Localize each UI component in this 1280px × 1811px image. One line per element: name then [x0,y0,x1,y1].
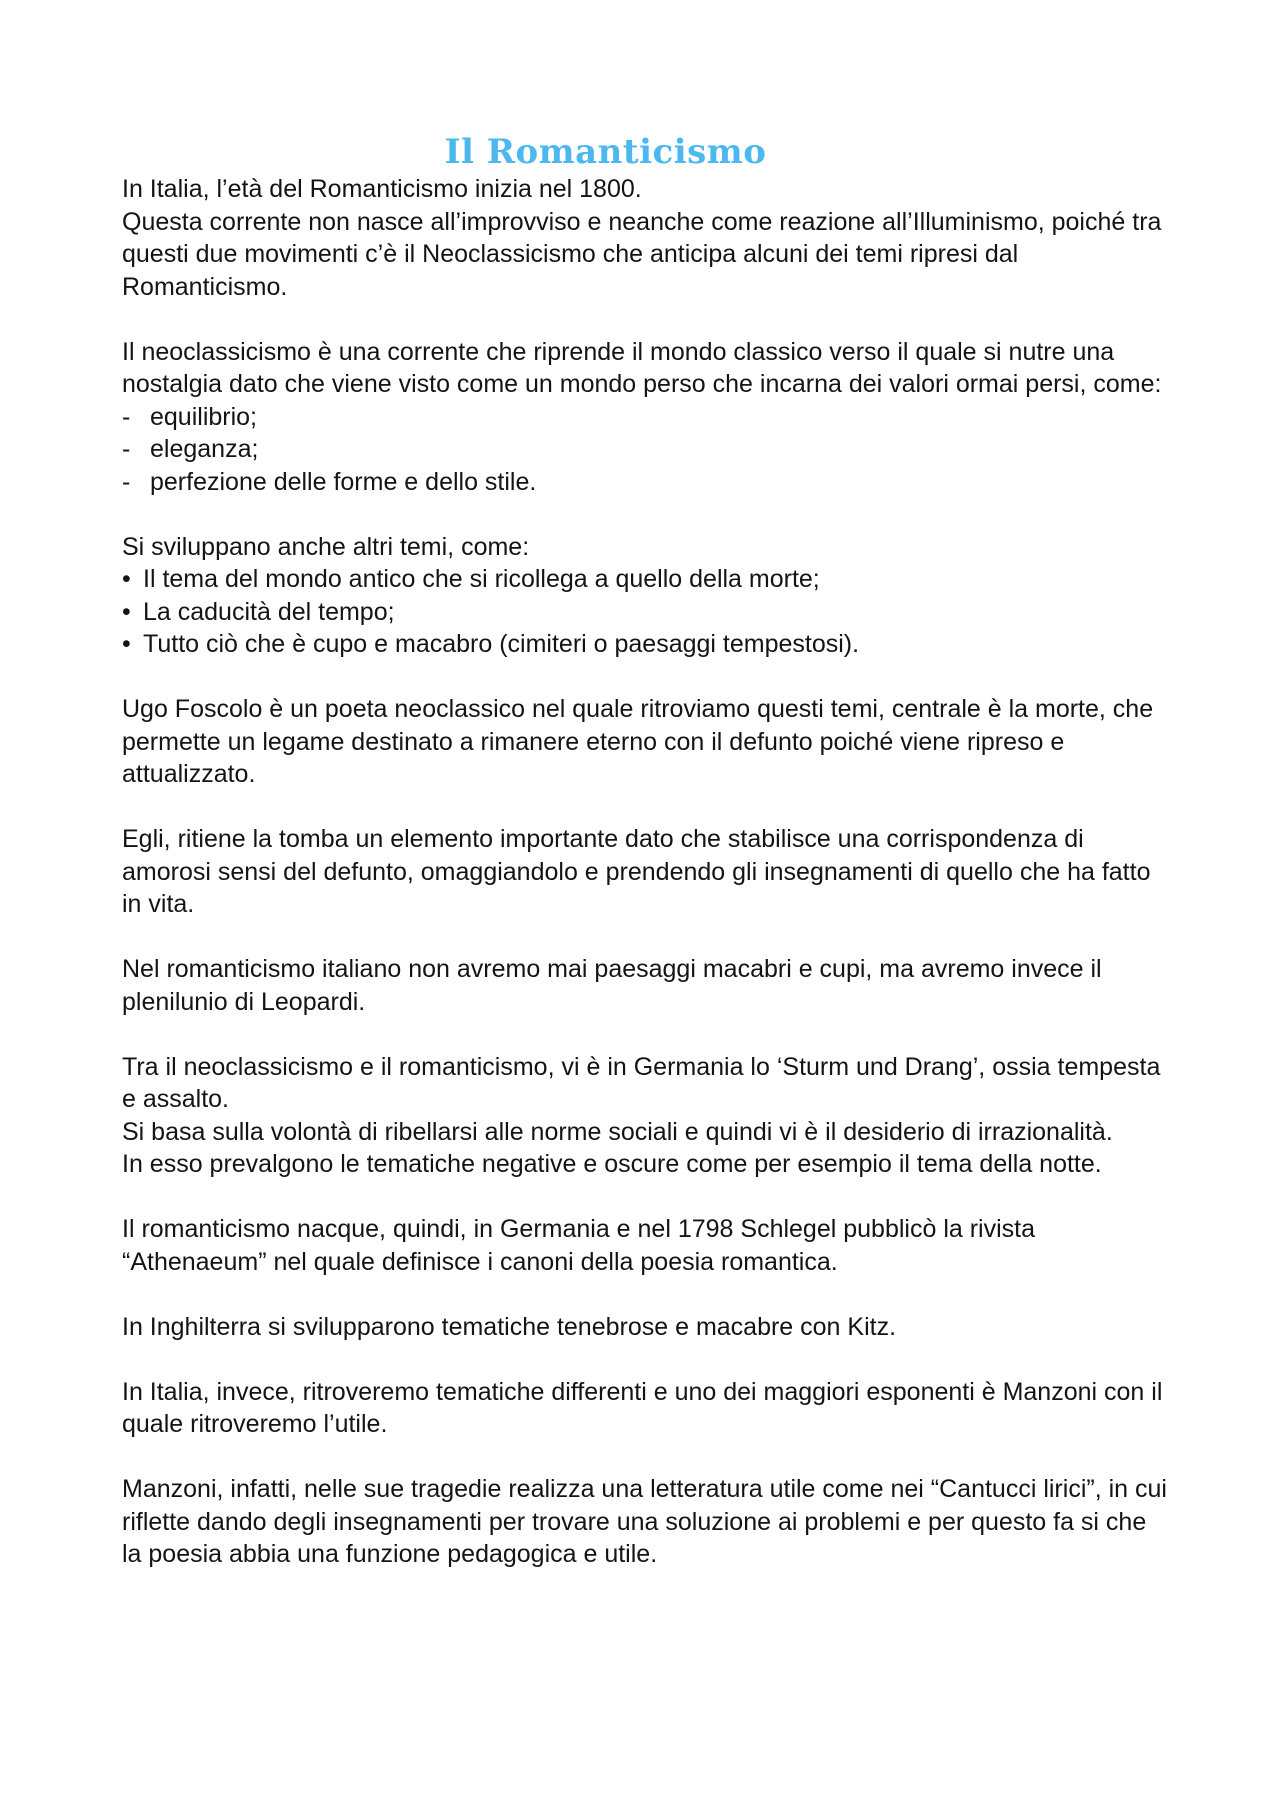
manzoni-paragraph: Manzoni, infatti, nelle sue tragedie realizza una letteratura utile come nei “Cantucci lirici”, in cui riflette dando degli insegnamenti per trovare una soluzione ai problemi e per questo fa si che la poesia abbia una funzione pedagogica e utile. [122,1475,1167,1568]
intro-paragraph: Questa corrente non nasce all’improvviso e neanche come reazione all’Illuminismo, poiché tra questi due movimenti c’è il Neoclassicismo che anticipa alcuni dei temi ripresi dal Romanticismo. [122,207,1162,301]
themes-block [122,531,1172,661]
bullet-marker: • [122,565,131,593]
neoclassicism-block [122,336,1172,499]
list-item [122,401,1172,434]
list-item-text: perfezione delle forme e dello stile. [150,467,537,496]
leopardi-paragraph: Nel romanticismo italiano non avremo mai paesaggi macabri e cupi, ma avremo invece il plenilunio di Leopardi. [122,955,1102,1016]
dash-marker: - [122,467,131,496]
intro-block [122,173,1172,303]
tomb-paragraph: Egli, ritiene la tomba un elemento importante dato che stabilisce una corrispondenza di amorosi sensi del defunto, omaggiandolo e prendendo gli insegnamenti di quello che ha fatto in vita. [122,825,1151,918]
values-list [122,401,1172,499]
themes-list [122,563,1172,661]
list-item-text: La caducità del tempo; [143,597,395,626]
list-item [122,563,1172,596]
sturm-line: Si basa sulla volontà di ribellarsi alle norme sociali e quindi vi è il desiderio di irrazionalità. [122,1117,1113,1146]
sturm-block [122,1051,1172,1181]
bullet-marker: • [122,630,131,658]
dash-marker: - [122,402,131,431]
italy-paragraph: In Italia, invece, ritroveremo tematiche differenti e uno dei maggiori esponenti è Manzoni con il quale ritroveremo l’utile. [122,1377,1163,1438]
list-item [122,628,1172,661]
england-paragraph: In Inghilterra si svilupparono tematiche tenebrose e macabre con Kitz. [122,1312,897,1341]
list-item-text: Il tema del mondo antico che si ricollega a quello della morte; [143,565,820,593]
list-item-text: Tutto ciò che è cupo e macabro (cimiteri o paesaggi tempestosi). [143,630,860,658]
sturm-line: In esso prevalgono le tematiche negative e oscure come per esempio il tema della notte. [122,1150,1102,1178]
germany-paragraph: Il romanticismo nacque, quindi, in Germania e nel 1798 Schlegel pubblicò la rivista “Athenaeum” nel quale definisce i canoni della poesia romantica. [122,1215,1036,1276]
bullet-marker: • [122,597,131,626]
list-item-text: equilibrio; [150,402,258,431]
foscolo-paragraph: Ugo Foscolo è un poeta neoclassico nel quale ritroviamo questi temi, centrale è la morte, che permette un legame destinato a rimanere eterno con il defunto poiché viene ripreso e attualizzato. [122,695,1154,788]
list-item [122,433,1172,466]
document-body [122,173,1172,1603]
page-title: Il Romanticismo [444,132,767,172]
intro-line: In Italia, l’età del Romanticismo inizia nel 1800. [122,175,642,203]
dash-marker: - [122,435,131,463]
list-item [122,466,1172,499]
list-item-text: eleganza; [150,435,259,463]
sturm-line: Tra il neoclassicismo e il romanticismo, vi è in Germania lo ‘Sturm und Drang’, ossia tempesta e assalto. [122,1052,1161,1113]
neoclassicism-paragraph: Il neoclassicismo è una corrente che riprende il mondo classico verso il quale si nutre una nostalgia dato che viene visto come un mondo perso che incarna dei valori ormai persi, come: [122,337,1162,398]
list-item [122,596,1172,629]
themes-intro: Si sviluppano anche altri temi, come: [122,532,530,561]
